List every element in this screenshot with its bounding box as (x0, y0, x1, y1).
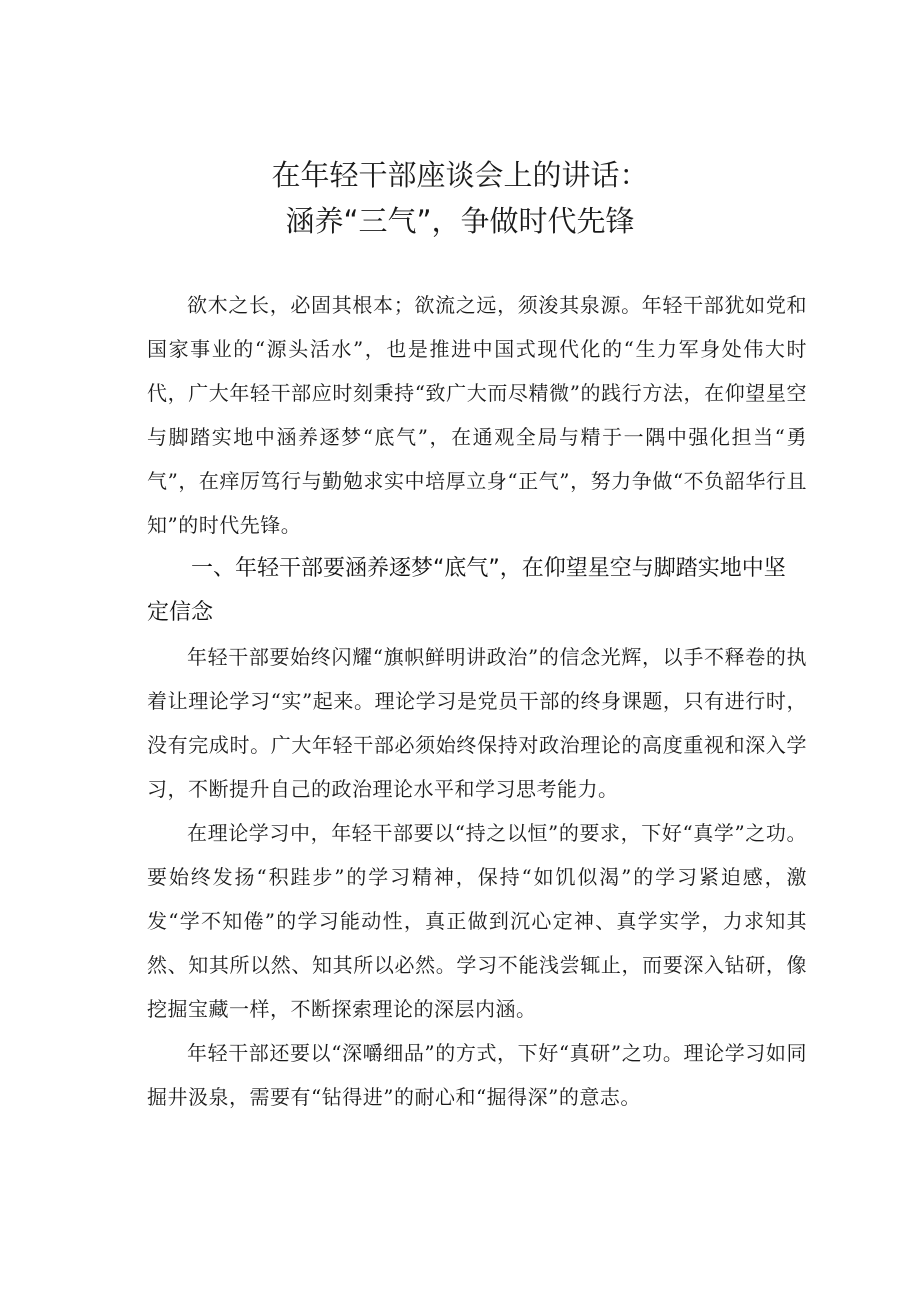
body-paragraph-1: 年轻干部要始终闪耀“旗帜鲜明讲政治”的信念光辉，以手不释卷的执着让理论学习“实”起来。理论学习是党员干部的终身课题，只有进行时，没有完成时。广大年轻干部必须始终保持对政治理论的高度重视和深入学习，不断提升自己的政治理论水平和学习思考能力。 (147, 645, 807, 801)
intro-paragraph: 欲木之长，必固其根本；欲流之远，须浚其泉源。年轻干部犹如党和国家事业的“源头活水”，也是推进中国式现代化的“生力军身处伟大时代，广大年轻干部应时刻秉持“致广大而尽精微”的践行方法，在仰望星空与脚踏实地中涵养逐梦“底气”，在通观全局与精于一隅中强化担当“勇气”，在痒厉笃行与勤勉求实中培厚立身“正气”，努力争做“不负韶华行且知”的时代先锋。 (147, 293, 807, 537)
section-heading-1: 一、年轻干部要涵养逐梦“底气”，在仰望星空与脚踏实地中坚定信念 (147, 556, 786, 625)
title-line-1: 在年轻干部座谈会上的讲话： (271, 158, 649, 192)
title-line-2: 涵养“三气”，争做时代先锋 (285, 204, 635, 238)
body-paragraph-2: 在理论学习中，年轻干部要以“持之以恒”的要求，下好“真学”之功。要始终发扬“积跬步”的学习精神，保持“如饥似渴”的学习紧迫感，激发“学不知倦”的学习能动性，真正做到沉心定神、真学实学，力求知其然、知其所以然、知其所以必然。学习不能浅尝辄止，而要深入钻研，像挖掘宝藏一样，不断探索理论的深层内涵。 (147, 821, 807, 1021)
document-body (147, 283, 807, 1119)
body-paragraph-3: 年轻干部还要以“深嚼细品”的方式，下好“真研”之功。理论学习如同掘井汲泉，需要有“钻得进”的耐心和“掘得深”的意志。 (147, 1041, 807, 1109)
document-title (0, 152, 920, 244)
